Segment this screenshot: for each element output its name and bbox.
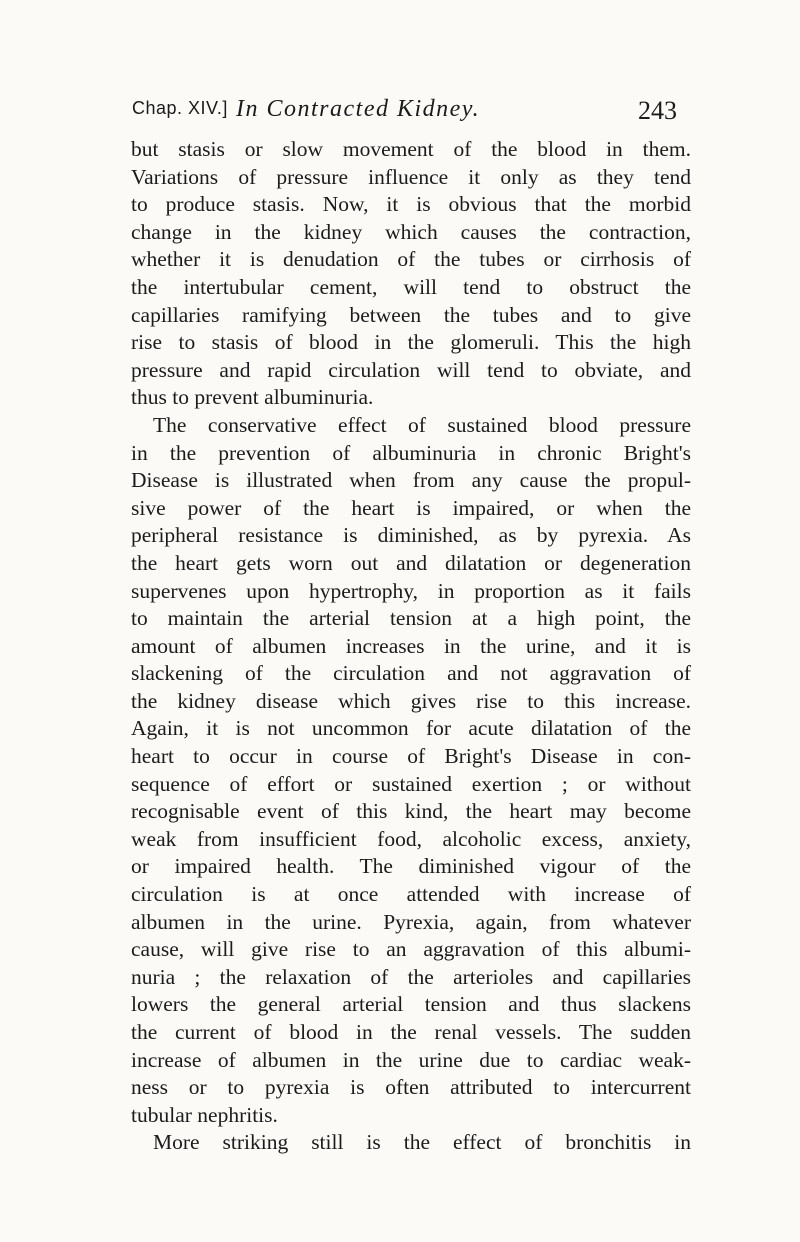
text-line: to produce stasis. Now, it is obvious that the morbid	[131, 192, 691, 217]
paragraph-start-line: More striking still is the effect of bronchitis in	[153, 1130, 691, 1155]
chapter-reference: Chap. XIV.]	[132, 98, 228, 118]
text-line: the intertubular cement, will tend to obstruct the	[131, 274, 691, 299]
text-line: sequence of effort or sustained exertion ; or without	[131, 771, 691, 796]
text-line: Disease is illustrated when from any cause the propul-	[131, 468, 691, 493]
body-text	[131, 136, 691, 1157]
text-line: rise to stasis of blood in the glomeruli. This the high	[131, 330, 691, 355]
text-line: to maintain the arterial tension at a high point, the	[131, 606, 691, 631]
text-line: heart to occur in course of Bright's Disease in con-	[131, 744, 691, 769]
text-line: sive power of the heart is impaired, or when the	[131, 495, 691, 520]
text-line: in the prevention of albuminuria in chronic Bright's	[131, 440, 691, 465]
text-line: ness or to pyrexia is often attributed to intercurrent	[131, 1075, 691, 1100]
text-line: change in the kidney which causes the contraction,	[131, 219, 691, 244]
text-line: albumen in the urine. Pyrexia, again, from whatever	[131, 909, 691, 934]
text-line: the heart gets worn out and dilatation or degeneration	[131, 550, 691, 575]
text-line: the current of blood in the renal vessels. The sudden	[131, 1020, 691, 1044]
running-head	[132, 96, 677, 130]
text-line: Again, it is not uncommon for acute dilatation of the	[131, 716, 691, 741]
text-line: lowers the general arterial tension and thus slackens	[131, 992, 691, 1017]
text-line: recognisable event of this kind, the heart may become	[131, 799, 691, 824]
text-line: slackening of the circulation and not aggravation of	[131, 661, 691, 686]
text-line: thus to prevent albuminuria.	[131, 385, 374, 410]
page-number: 243	[638, 96, 677, 125]
paragraph-start-line: The conservative effect of sustained blood pressure	[153, 412, 691, 437]
text-line: increase of albumen in the urine due to cardiac weak-	[131, 1047, 691, 1072]
text-line: whether it is denudation of the tubes or cirrhosis of	[131, 247, 691, 272]
text-line: peripheral resistance is diminished, as by pyrexia. As	[131, 523, 691, 548]
text-line: Variations of pressure influence it only as they tend	[131, 164, 691, 189]
text-line: capillaries ramifying between the tubes and to give	[131, 302, 691, 327]
text-line: pressure and rapid circulation will tend to obviate, and	[131, 357, 691, 382]
text-line: circulation is at once attended with increase of	[131, 882, 691, 907]
text-line: or impaired health. The diminished vigour of the	[131, 854, 691, 879]
text-line: nuria ; the relaxation of the arterioles and capillaries	[131, 964, 691, 989]
text-line: weak from insufficient food, alcoholic excess, anxiety,	[131, 826, 691, 851]
text-line: tubular nephritis.	[131, 1102, 278, 1127]
running-title: In Contracted Kidney.	[236, 96, 481, 122]
text-line: the kidney disease which gives rise to this increase.	[131, 688, 691, 713]
text-line: but stasis or slow movement of the blood in them.	[131, 137, 691, 161]
text-line: cause, will give rise to an aggravation of this albumi-	[131, 937, 691, 962]
text-line: supervenes upon hypertrophy, in proportion as it fails	[131, 578, 691, 603]
text-line: amount of albumen increases in the urine, and it is	[131, 633, 691, 658]
